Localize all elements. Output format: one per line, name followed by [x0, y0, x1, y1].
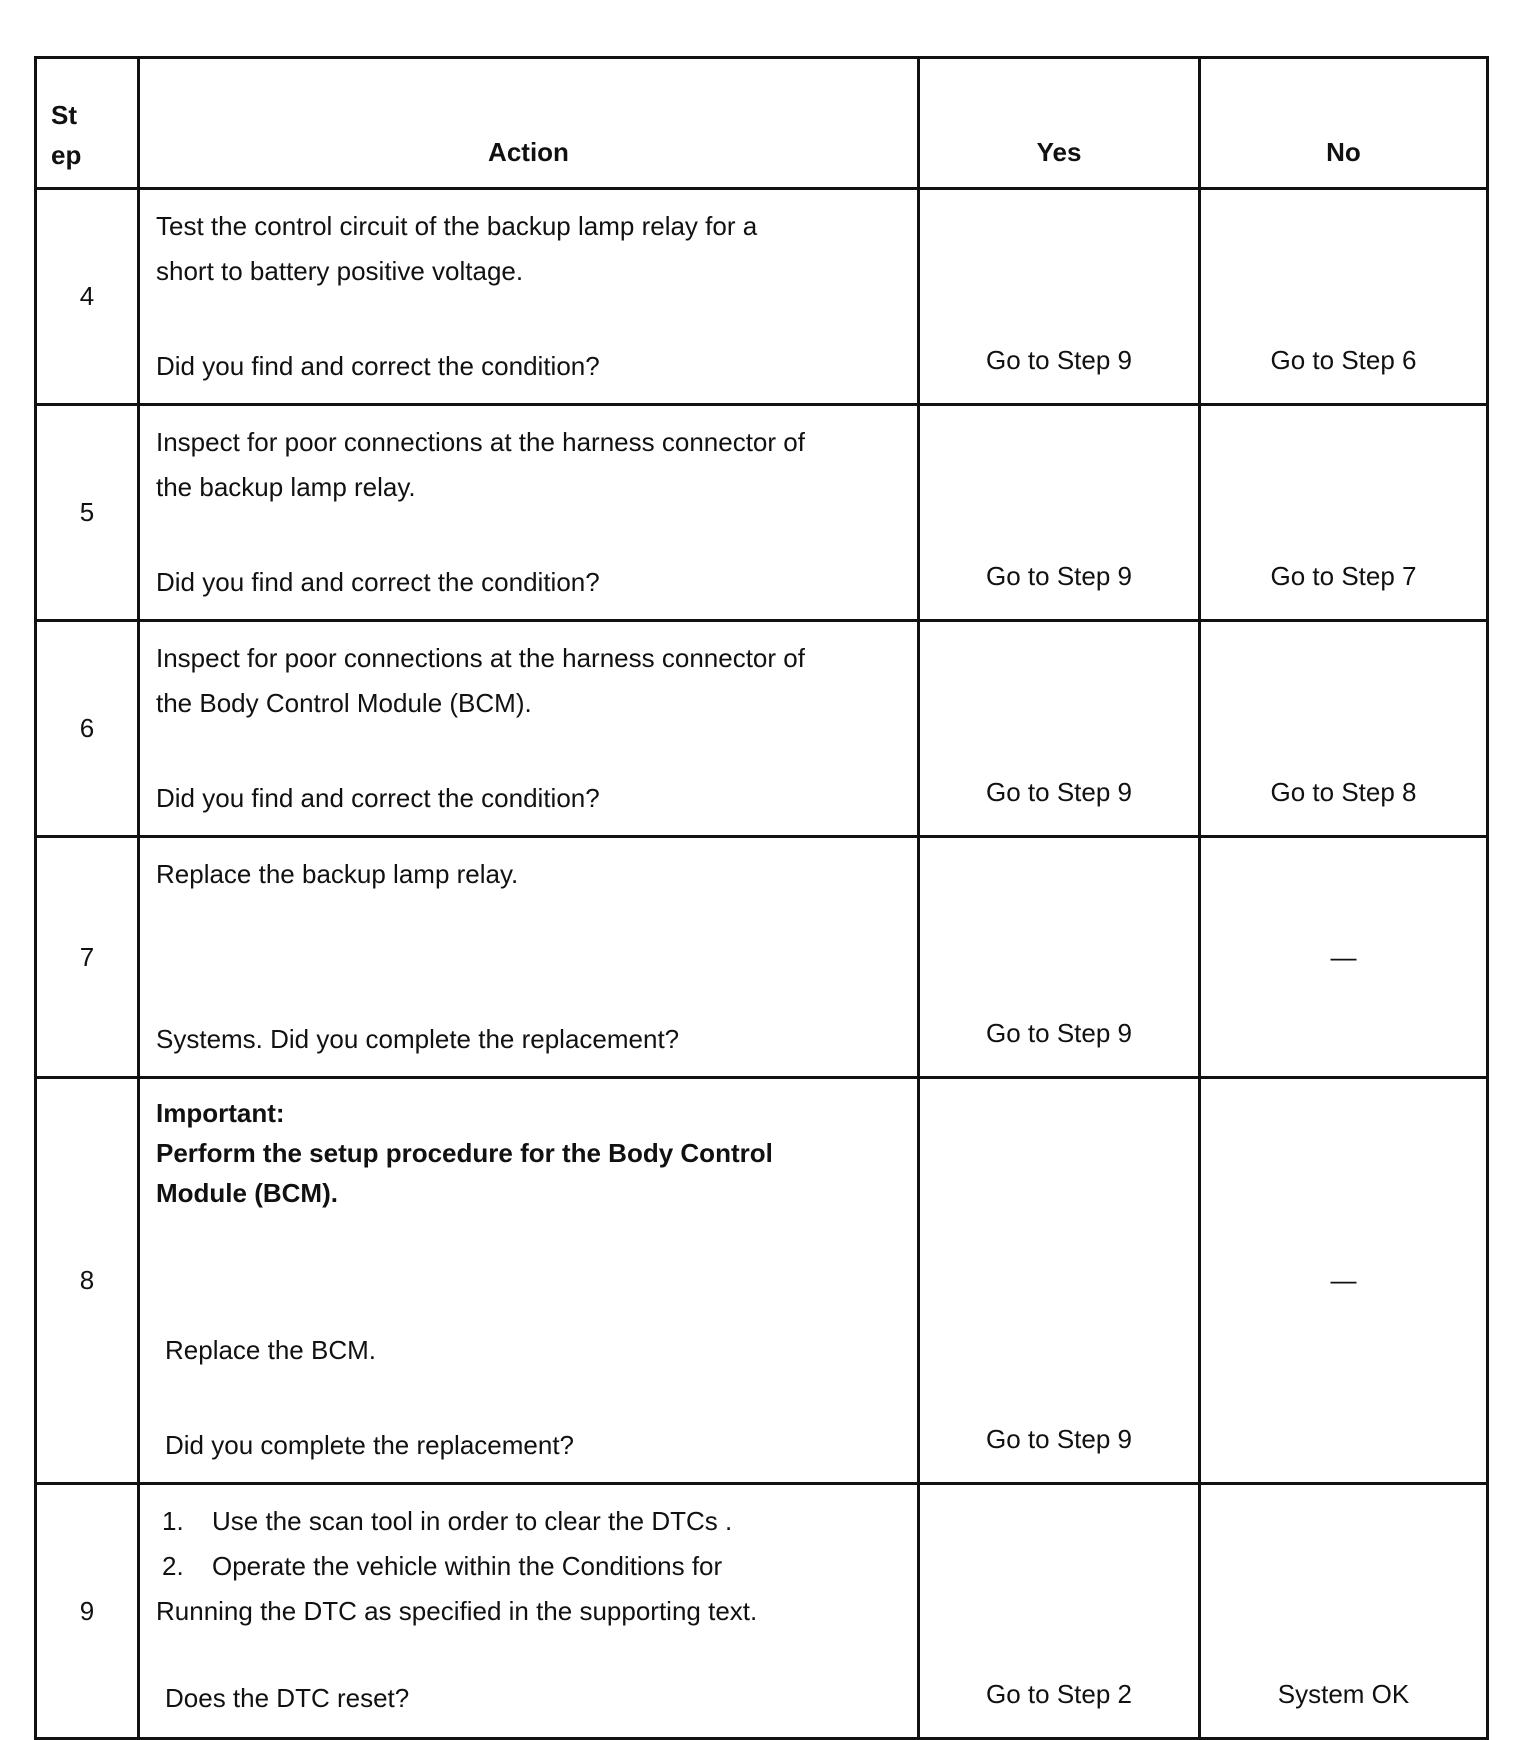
action-text: short to battery positive voltage.	[156, 256, 524, 286]
action-cell	[139, 189, 919, 405]
step-number: 8	[36, 1078, 139, 1484]
no-result: —	[1200, 1078, 1488, 1484]
yes-result: Go to Step 9	[919, 1078, 1200, 1484]
action-question: Did you find and correct the condition?	[156, 351, 600, 381]
yes-result: Go to Step 9	[919, 621, 1200, 837]
list-item-text: Operate the vehicle within the Conditions for	[212, 1551, 723, 1581]
step-number: 5	[36, 405, 139, 621]
action-text: Inspect for poor connections at the harness connector of	[156, 643, 805, 673]
action-text: the Body Control Module (BCM).	[156, 688, 532, 718]
list-item	[156, 1499, 903, 1544]
table-row-step-6	[36, 621, 1488, 837]
header-step-line2: ep	[51, 140, 82, 170]
table-row-step-5	[36, 405, 1488, 621]
step-number: 4	[36, 189, 139, 405]
important-text: Perform the setup procedure for the Body Control	[156, 1138, 773, 1168]
table-row-step-4	[36, 189, 1488, 405]
diagnostic-table-container	[34, 56, 1486, 1740]
important-text: Module (BCM).	[156, 1178, 338, 1208]
header-step-line1: St	[51, 100, 77, 130]
list-item-text: Use the scan tool in order to clear the DTCs .	[212, 1506, 733, 1536]
diagnostic-steps-table	[34, 56, 1489, 1740]
table-row-step-9	[36, 1484, 1488, 1739]
no-result: Go to Step 6	[1200, 189, 1488, 405]
important-label: Important:	[156, 1098, 285, 1128]
list-continuation: Running the DTC as specified in the supporting text.	[156, 1596, 758, 1626]
table-row-step-7	[36, 837, 1488, 1078]
no-result: Go to Step 7	[1200, 405, 1488, 621]
action-cell	[139, 837, 919, 1078]
yes-result: Go to Step 9	[919, 837, 1200, 1078]
yes-result: Go to Step 2	[919, 1484, 1200, 1739]
step-number: 7	[36, 837, 139, 1078]
no-result: Go to Step 8	[1200, 621, 1488, 837]
list-item-number: 1.	[162, 1506, 184, 1536]
action-cell	[139, 1484, 919, 1739]
step-number: 6	[36, 621, 139, 837]
action-text: Replace the BCM.	[165, 1335, 376, 1365]
list-item-number: 2.	[162, 1551, 184, 1581]
action-question: Systems. Did you complete the replacement?	[156, 1024, 680, 1054]
header-step	[36, 58, 139, 189]
action-question: Did you find and correct the condition?	[156, 783, 600, 813]
action-question: Does the DTC reset?	[165, 1683, 410, 1713]
yes-result: Go to Step 9	[919, 405, 1200, 621]
header-no: No	[1200, 58, 1488, 189]
header-action: Action	[139, 58, 919, 189]
action-text: Inspect for poor connections at the harness connector of	[156, 427, 805, 457]
action-text: Test the control circuit of the backup lamp relay for a	[156, 211, 758, 241]
no-result: System OK	[1200, 1484, 1488, 1739]
list-item	[156, 1544, 903, 1589]
yes-result: Go to Step 9	[919, 189, 1200, 405]
action-cell	[139, 621, 919, 837]
action-text: the backup lamp relay.	[156, 472, 416, 502]
table-row-step-8	[36, 1078, 1488, 1484]
no-result: —	[1200, 837, 1488, 1078]
table-header-row	[36, 58, 1488, 189]
action-question: Did you find and correct the condition?	[156, 567, 600, 597]
action-cell	[139, 1078, 919, 1484]
action-text: Replace the backup lamp relay.	[156, 859, 519, 889]
action-question: Did you complete the replacement?	[165, 1430, 575, 1460]
header-yes: Yes	[919, 58, 1200, 189]
step-number: 9	[36, 1484, 139, 1739]
action-cell	[139, 405, 919, 621]
